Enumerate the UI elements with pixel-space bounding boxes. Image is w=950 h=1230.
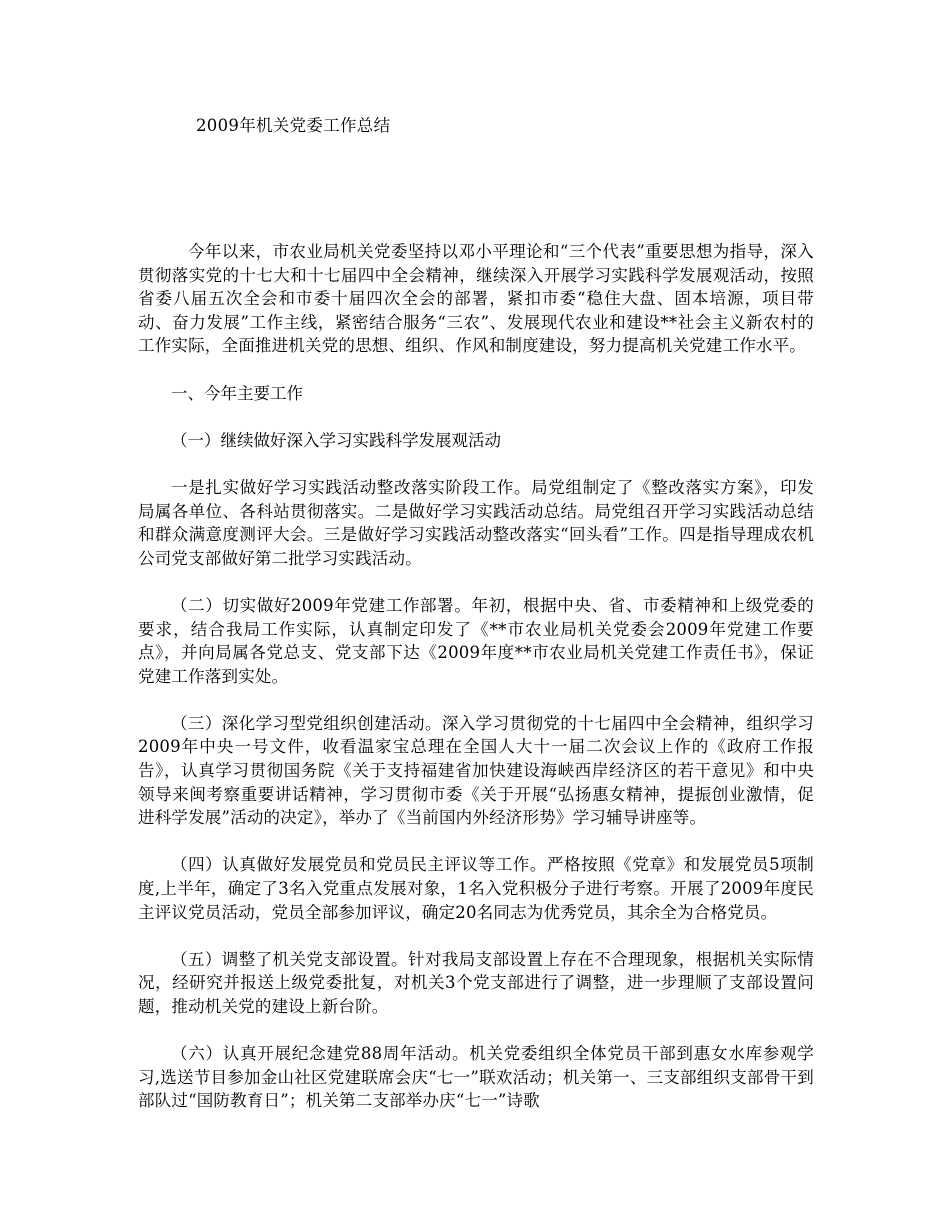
subsection-paragraph-6: （六）认真开展纪念建党88周年活动。机关党委组织全体党员干部到惠女水库参观学习,选送节目参加金山社区党建联席会庆“七一”联欢活动；机关第一、三支部组织支部骨干到部队过“国防教育日”；机关第二支部举办庆“七一”诗歌	[138, 1044, 814, 1111]
section-heading-main-work: 一、今年主要工作	[171, 383, 303, 403]
intro-paragraph: 今年以来，市农业局机关党委坚持以邓小平理论和“三个代表”重要思想为指导，深入贯彻落实党的十七大和十七届四中全会精神，继续深入开展学习实践科学发展观活动，按照省委八届五次全会和市委十届四次全会的部署，紧扣市委“稳住大盘、固本培源，项目带动、奋力发展”工作主线，紧密结合服务“三农”、发展现代农业和建设**社会主义新农村的工作实际，全面推进机关党的思想、组织、作风和制度建设，努力提高机关党建工作水平。	[138, 242, 814, 356]
document-body	[138, 240, 814, 1137]
subsection-paragraph-4: （四）认真做好发展党员和党员民主评议等工作。严格按照《党章》和发展党员5项制度,上半年，确定了3名入党重点发展对象，1名入党积极分子进行考察。开展了2009年度民主评议党员活动，党员全部参加评议，确定20名同志为优秀党员，其余全为合格党员。	[138, 855, 814, 922]
document-title: 2009年机关党委工作总结	[196, 116, 391, 135]
subsection-paragraph-2: （二）切实做好2009年党建工作部署。年初，根据中央、省、市委精神和上级党委的要求，结合我局工作实际，认真制定印发了《**市农业局机关党委会2009年党建工作要点》，并向局属各党总支、党支部下达《2009年度**市农业局机关党建工作责任书》，保证党建工作落到实处。	[138, 595, 814, 686]
subsection-paragraph-1: 一是扎实做好学习实践活动整改落实阶段工作。局党组制定了《整改落实方案》，印发局属各单位、各科站贯彻落实。二是做好学习实践活动总结。局党组召开学习实践活动总结和群众满意度测评大会。三是做好学习实践活动整改落实“回头看”工作。四是指导理成农机公司党支部做好第二批学习实践活动。	[138, 477, 814, 568]
subsection-heading-1: （一）继续做好深入学习实践科学发展观活动	[171, 430, 501, 450]
subsection-paragraph-5: （五）调整了机关党支部设置。针对我局支部设置上存在不合理现象，根据机关实际情况，经研究并报送上级党委批复，对机关3个党支部进行了调整，进一步理顺了支部设置问题，推动机关党的建设上新台阶。	[138, 949, 814, 1016]
subsection-paragraph-3: （三）深化学习型党组织创建活动。深入学习贯彻党的十七届四中全会精神，组织学习2009年中央一号文件，收看温家宝总理在全国人大十一届二次会议上作的《政府工作报告》，认真学习贯彻国务院《关于支持福建省加快建设海峡西岸经济区的若干意见》和中央领导来闽考察重要讲话精神，学习贯彻市委《关于开展“弘扬惠女精神，提振创业激情，促进科学发展”活动的决定》，举办了《当前国内外经济形势》学习辅导讲座等。	[138, 713, 814, 828]
